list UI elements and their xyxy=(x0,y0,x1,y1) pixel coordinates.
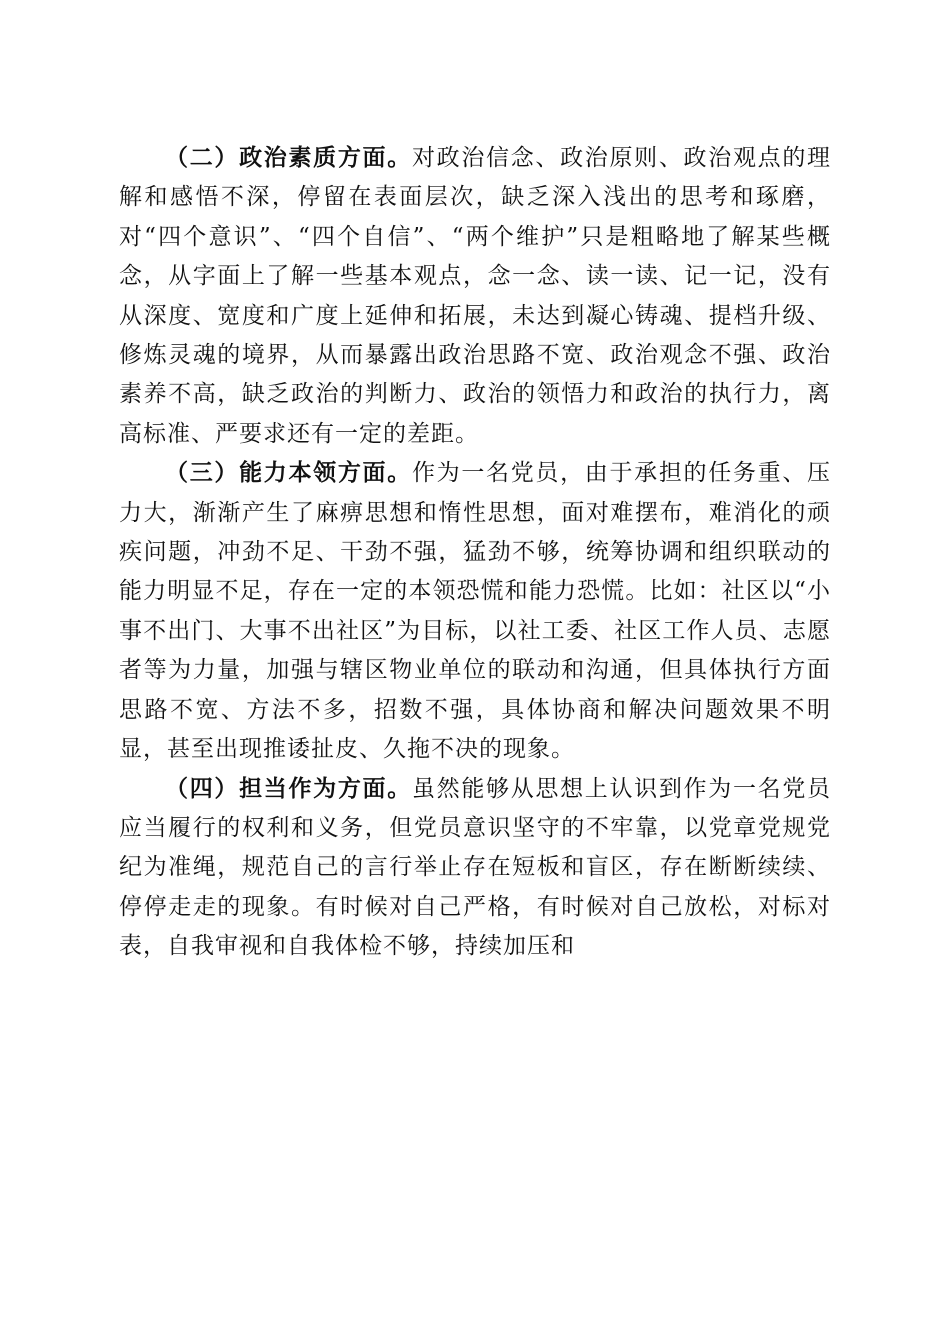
section-text-political-quality: 对政治信念、政治原则、政治观点的理解和感悟不深，停留在表面层次，缺乏深入浅出的思考和琢磨，对“四个意识”、“四个自信”、“两个维护”只是粗略地了解某些概念，从字面上了解一些基本观点，念一念、读一读、记一记，没有从深度、宽度和广度上延伸和拓展，未达到凝心铸魂、提档升级、修炼灵魂的境界，从而暴露出政治思路不宽、政治观念不强、政治素养不高，缺乏政治的判断力、政治的领悟力和政治的执行力，离高标准、严要求还有一定的差距。 xyxy=(119,145,832,447)
section-heading-responsibility: （四）担当作为方面。 xyxy=(165,775,412,802)
section-text-responsibility: 虽然能够从思想上认识到作为一名党员应当履行的权利和义务，但党员意识坚守的不牢靠，以党章党规党纪为准绳，规范自己的言行举止存在短板和盲区，存在断断续续、停停走走的现象。有时候对自己严格，有时候对自己放松，对标对表，自我审视和自我体检不够，持续加压和 xyxy=(119,775,832,960)
section-heading-political-quality: （二）政治素质方面。 xyxy=(165,145,412,171)
paragraph-ability xyxy=(119,454,831,769)
section-text-ability: 作为一名党员，由于承担的任务重、压力大，渐渐产生了麻痹思想和惰性思想，面对难摆布，难消化的顽疾问题，冲劲不足、干劲不强，猛劲不够，统筹协调和组织联动的能力明显不足，存在一定的本领恐慌和能力恐慌。比如：社区以“小事不出门、大事不出社区”为目标，以社工委、社区工作人员、志愿者等为力量，加强与辖区物业单位的联动和沟通，但具体执行方面思路不宽、方法不多，招数不强，具体协商和解决问题效果不明显，甚至出现推诿扯皮、久拖不决的现象。 xyxy=(119,460,832,763)
paragraph-political-quality xyxy=(119,139,831,454)
paragraph-responsibility xyxy=(119,770,831,967)
section-heading-ability: （三）能力本领方面。 xyxy=(165,460,412,487)
document-body xyxy=(119,139,831,967)
